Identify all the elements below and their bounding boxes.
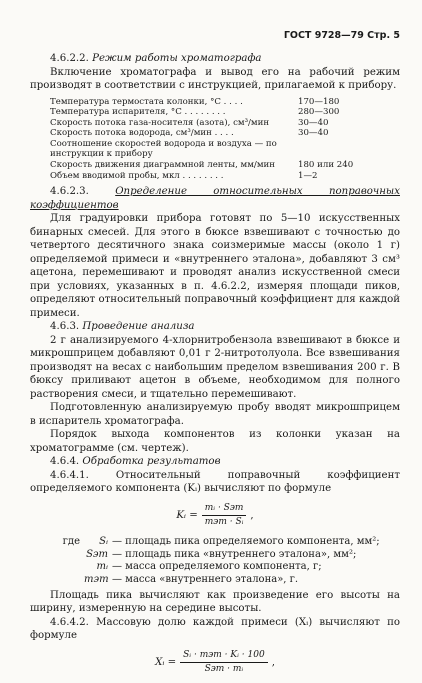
section-number: 4.6.3. xyxy=(50,321,80,333)
parameter-value: 30—40 xyxy=(298,117,329,128)
parameter-value xyxy=(298,149,400,160)
paragraph: Порядок выхода компонентов из колонки указан на хроматограмме (см. чертеж). xyxy=(30,429,400,454)
formula-mass-fraction xyxy=(30,649,400,677)
formula-lhs: Xᵢ = xyxy=(155,657,177,669)
parameter-row xyxy=(50,171,400,182)
formula-denominator: mэт · Sᵢ xyxy=(204,517,244,528)
formula-numerator: Sᵢ · mэт · Kᵢ · 100 xyxy=(180,649,268,664)
section-464-title xyxy=(30,455,400,469)
paragraph: Подготовленную анализируемую пробу вводят микрошприцем в испаритель хроматографа. xyxy=(30,402,400,427)
parameter-row xyxy=(50,97,400,108)
legend-row xyxy=(30,574,400,587)
legend-description: — площадь пика «внутреннего эталона», мм²; xyxy=(112,548,357,560)
legend-symbol: Sэт xyxy=(86,548,108,560)
paragraph: 4.6.4.2. Массовую долю каждой примеси (Xᵢ) вычисляют по формуле xyxy=(30,616,400,642)
legend-lead xyxy=(30,574,84,587)
parameter-row xyxy=(50,107,400,118)
parameter-label: инструкции к прибору xyxy=(50,149,153,160)
section-number: 4.6.2.3. xyxy=(50,186,89,198)
paragraph: Для градуировки прибора готовят по 5—10 искусственных бинарных смесей. Для этого в бюксе взвешивают с точностью до четвертого десятичного знака соизмеримые массы (около 1 г) определяемой примеси и «внутреннего эталона», добавляют 3 см³ ацетона, перемешивают и проводят анализ искусственной смеси при условиях, указанных в п. 4.6.2.2, измеряя площади пиков, определяют относительный поправочный коэффициент для каждой примеси. xyxy=(30,213,400,319)
parameter-value: 1—2 xyxy=(298,170,318,181)
page-content xyxy=(30,52,400,683)
formula-fraction xyxy=(180,649,268,677)
parameter-value: 170—180 xyxy=(298,96,340,107)
formula-coefficient xyxy=(30,502,400,530)
parameter-label: Объем вводимой пробы, мкл . . . . . . . . xyxy=(50,170,224,181)
section-number: 4.6.4. xyxy=(50,456,80,468)
legend-description: — масса определяемого компонента, г; xyxy=(112,561,322,573)
section-title: Проведение анализа xyxy=(82,321,195,333)
parameter-row xyxy=(50,139,400,150)
page-header: ГОСТ 9728—79 Стр. 5 xyxy=(283,30,400,41)
parameter-label: Температура термостата колонки, °С . . . . xyxy=(50,96,243,107)
parameter-row xyxy=(50,118,400,129)
legend-symbol: Sᵢ xyxy=(99,535,108,547)
formula-lhs: Kᵢ = xyxy=(176,510,198,521)
formula-tail: , xyxy=(250,510,254,521)
legend-lead xyxy=(30,561,84,574)
section-title: Определение относительных поправочных коэффициентов xyxy=(30,186,400,211)
parameter-value xyxy=(298,139,400,150)
parameter-label: Скорость движения диаграммной ленты, мм/мин xyxy=(50,160,275,171)
section-4623-title xyxy=(30,185,400,212)
parameter-label: Скорость потока водорода, см³/мин . . . . xyxy=(50,128,234,139)
parameter-row xyxy=(50,160,400,171)
legend-row xyxy=(30,561,400,574)
parameter-label: Скорость потока газа-носителя (азота), см³/мин xyxy=(50,117,270,128)
symbol-legend xyxy=(30,536,400,587)
parameter-row xyxy=(50,149,400,160)
paragraph: 4.6.4.1. Относительный поправочный коэффициент определяемого компонента (Kᵢ) вычисляют по формуле xyxy=(30,469,400,495)
formula-numerator: mᵢ · Sэт xyxy=(202,502,247,517)
paragraph: Включение хроматографа и вывод его на рабочий режим производят в соответствии с инструкцией, прилагаемой к прибору. xyxy=(30,66,400,91)
section-number: 4.6.2.2. xyxy=(50,53,89,64)
legend-symbol: mᵢ xyxy=(96,561,108,573)
parameter-label: Температура испарителя, °С . . . . . . . . xyxy=(50,107,226,118)
parameter-table xyxy=(50,97,400,182)
section-title: Обработка результатов xyxy=(82,456,221,468)
formula-tail: , xyxy=(271,657,275,669)
section-title: Режим работы хроматографа xyxy=(92,53,262,64)
parameter-row xyxy=(50,128,400,139)
legend-row xyxy=(30,536,400,549)
paragraph: Площадь пика вычисляют как произведение его высоты на ширину, измеренную на середине высоты. xyxy=(30,589,400,615)
legend-row xyxy=(30,549,400,562)
legend-lead: где xyxy=(62,535,80,547)
formula-fraction xyxy=(202,502,247,530)
legend-lead xyxy=(30,549,84,562)
legend-description: — масса «внутреннего эталона», г. xyxy=(112,574,299,586)
paragraph: 2 г анализируемого 4-хлорнитробензола взвешивают в бюксе и микрошприцем добавляют 0,01 г 2-нитротолуола. Все взвешивания производят на весах с наибольшим пределом взвешивания 200 г. В бюксу приливают ацетон в объеме, необходимом для полного растворения смеси, и тщательно перемешивают. xyxy=(30,334,400,400)
section-463-title xyxy=(30,320,400,334)
parameter-value: 180 или 240 xyxy=(298,160,354,171)
legend-symbol: mэт xyxy=(84,574,109,586)
section-4622-title xyxy=(30,52,400,66)
parameter-value: 280—300 xyxy=(298,107,340,118)
parameter-value: 30—40 xyxy=(298,128,329,139)
formula-denominator: Sэт · mᵢ xyxy=(204,664,244,675)
legend-description: — площадь пика определяемого компонента, мм²; xyxy=(112,535,380,547)
parameter-label: Соотношение скоростей водорода и воздуха — по xyxy=(50,138,277,149)
